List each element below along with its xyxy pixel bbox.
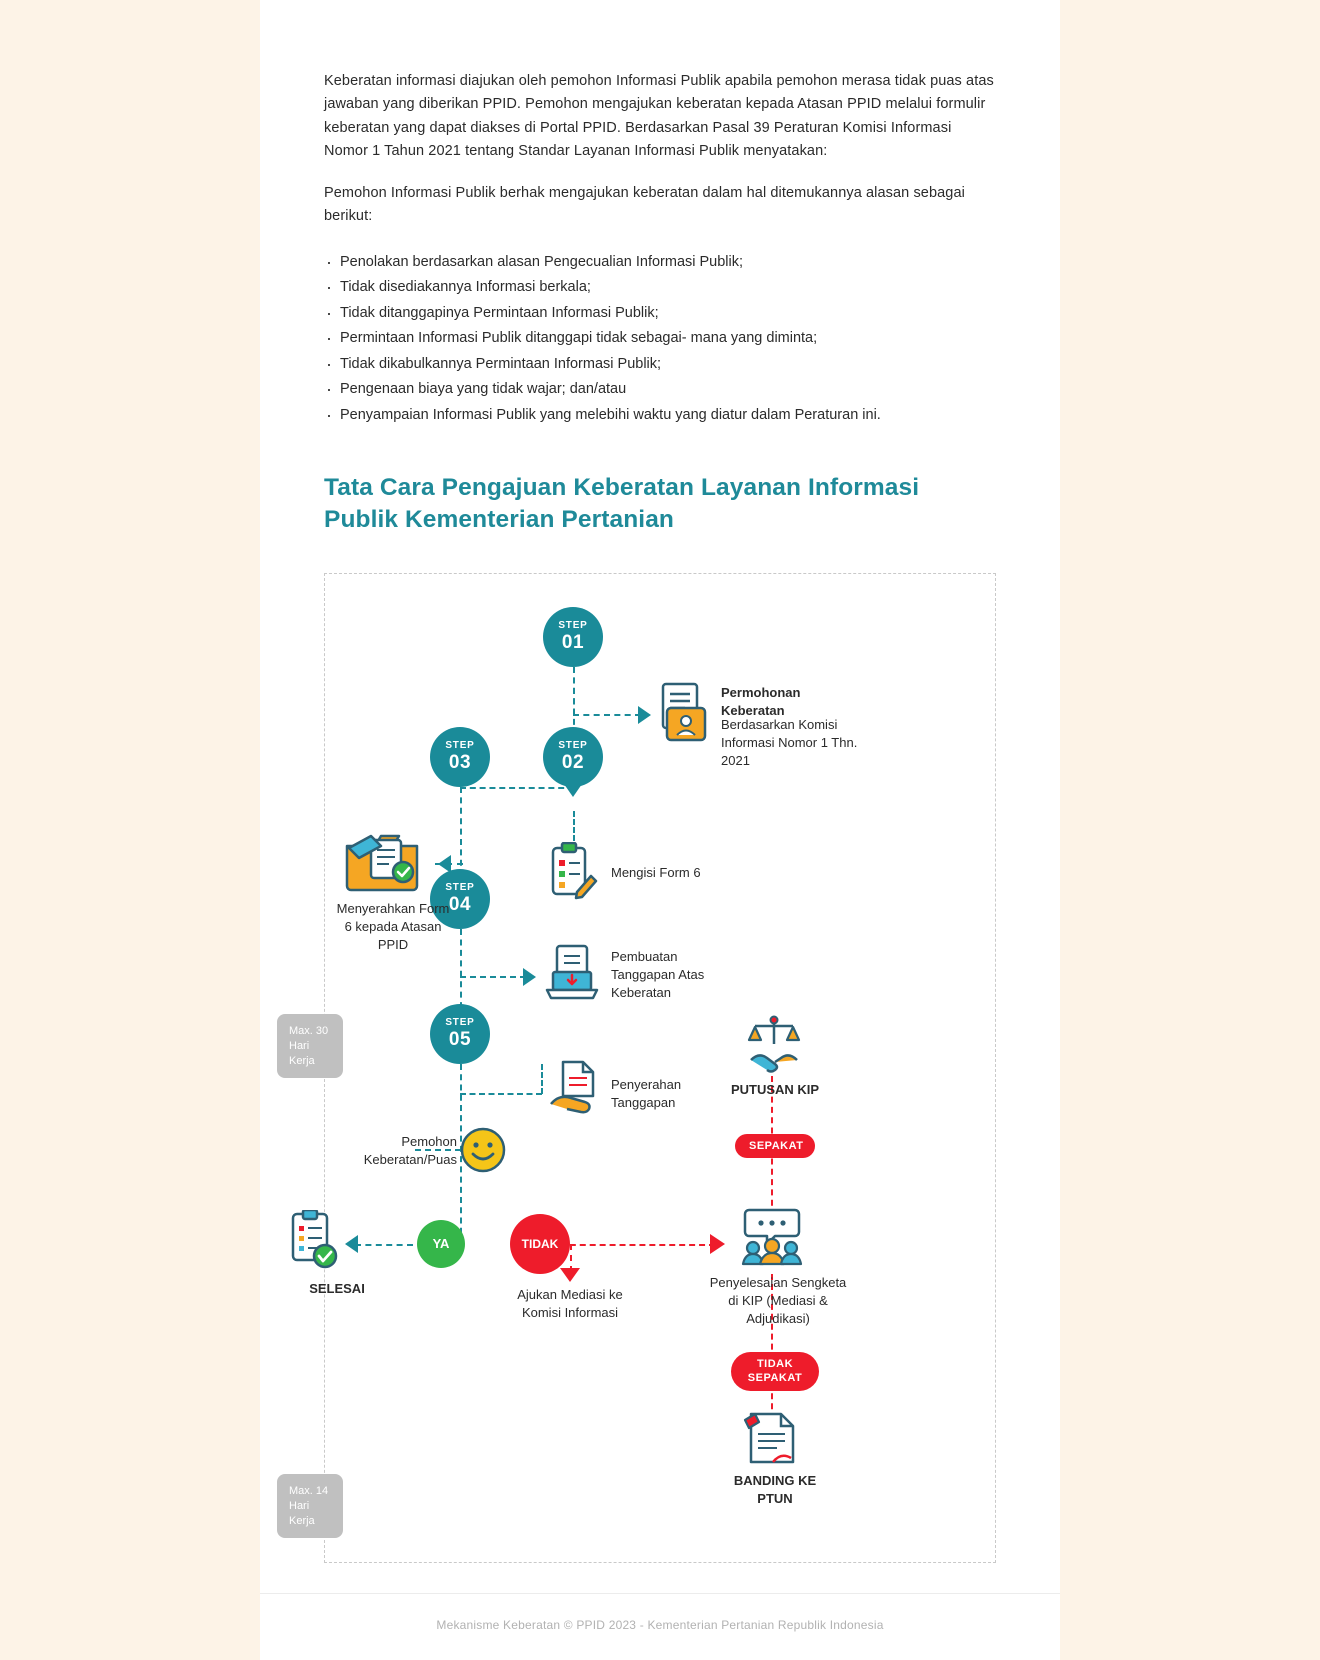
arrow-step1-to-icon xyxy=(638,706,651,724)
clipboard-form-icon xyxy=(547,842,599,909)
selesai-label: SELESAI xyxy=(309,1280,365,1296)
smiley-icon xyxy=(459,1126,507,1179)
step1-description: Berdasarkan Komisi Informasi Nomor 1 Thn. 2021 xyxy=(721,716,858,769)
step-badge-02[interactable] xyxy=(543,727,603,787)
arrow-tidak-sengketa xyxy=(710,1234,725,1254)
list-item: · Penolakan berdasarkan alasan Pengecualian Informasi Publik; xyxy=(324,251,996,273)
laptop-response-icon xyxy=(545,944,605,1007)
connector-step2-down xyxy=(573,811,575,841)
step-number: 05 xyxy=(448,1029,472,1051)
intro-paragraph-2: Pemohon Informasi Publik berhak mengajukan keberatan dalam hal ditemukannya alasan sebagai berikut: xyxy=(324,184,965,225)
step-word: STEP xyxy=(445,740,475,752)
mediasi-label: Ajukan Mediasi ke Komisi Informasi xyxy=(517,1286,623,1321)
step4-label: Pembuatan Tanggapan Atas Keberatan xyxy=(611,948,705,1001)
step-word: STEP xyxy=(558,620,588,632)
intro-paragraph-1: Keberatan informasi diajukan oleh pemohon Informasi Publik apabila pemohon merasa tidak puas atas jawaban yang diberikan PPID. Pemohon mengajukan keberatan kepada Atasan PPID melalui formulir keberatan yang dapat diakses di Portal PPID. Berdasarkan Pasal 39 Peraturan Komisi Informasi Nomor 1 Tahun 2021 tentang Standar Layanan Informasi Publik menyatakan: xyxy=(324,73,994,160)
step-number: 03 xyxy=(448,752,472,774)
pemohon-label: Pemohon Keberatan/Puas xyxy=(363,1133,457,1168)
sepakat-badge[interactable]: SEPAKAT xyxy=(735,1134,815,1158)
step-number: 02 xyxy=(561,752,585,774)
connector-penyerahan-up xyxy=(541,1064,543,1094)
step-badge-01[interactable] xyxy=(543,607,603,667)
decision-ya-badge[interactable]: YA xyxy=(417,1220,465,1268)
reasons-list xyxy=(324,251,996,426)
list-item: · Tidak disediakannya Informasi berkala; xyxy=(324,276,996,298)
step-number: 01 xyxy=(561,632,585,654)
step1-title: Permohonan Keberatan xyxy=(721,684,801,719)
page-title: Tata Cara Pengajuan Keberatan Layanan Informasi Publik Kementerian Pertanian xyxy=(324,474,920,533)
arrow-ya-selesai xyxy=(345,1235,358,1253)
document-stack-icon xyxy=(655,682,711,749)
flow-diagram xyxy=(289,573,996,1563)
tidak-sepakat-badge[interactable]: TIDAK SEPAKAT xyxy=(731,1352,819,1392)
legal-document-icon xyxy=(743,1408,801,1473)
list-item: · Pengenaan biaya yang tidak wajar; dan/atau xyxy=(324,378,996,400)
connector-step1-right xyxy=(573,714,641,716)
step-word: STEP xyxy=(445,1017,475,1029)
step-badge-03[interactable] xyxy=(430,727,490,787)
list-item: · Tidak dikabulkannya Permintaan Informasi Publik; xyxy=(324,353,996,375)
hand-document-icon xyxy=(547,1060,609,1121)
meeting-group-icon xyxy=(739,1208,805,1271)
step-word: STEP xyxy=(558,740,588,752)
justice-scale-handshake-icon xyxy=(743,1014,805,1081)
connector-step4-right xyxy=(460,976,526,978)
step5-label: Penyerahan Tanggapan xyxy=(611,1076,682,1111)
step-word: STEP xyxy=(445,882,475,894)
arrow-mediasi-down xyxy=(560,1268,580,1282)
list-item: · Permintaan Informasi Publik ditanggapi tidak sebagai- mana yang diminta; xyxy=(324,327,996,349)
document-content xyxy=(260,0,1060,1563)
folder-document-icon xyxy=(343,826,425,897)
list-item: · Penyampaian Informasi Publik yang melebihi waktu yang diatur dalam Peraturan ini. xyxy=(324,404,996,426)
step2-label: Mengisi Form 6 xyxy=(611,864,701,880)
list-item: · Tidak ditanggapinya Permintaan Informasi Publik; xyxy=(324,302,996,324)
time-box-14-hari: Max. 14 Hari Kerja xyxy=(277,1474,343,1539)
banding-label: BANDING KE PTUN xyxy=(733,1472,817,1507)
decision-tidak-badge[interactable]: TIDAK xyxy=(510,1214,570,1274)
connector-step3-left xyxy=(435,863,463,865)
page-footer xyxy=(260,1593,1060,1660)
time-box-30-hari: Max. 30 Hari Kerja xyxy=(277,1014,343,1079)
checklist-done-icon xyxy=(283,1210,343,1277)
step-badge-05[interactable] xyxy=(430,1004,490,1064)
sengketa-label: Penyelesaian Sengketa di KIP (Mediasi & Adjudikasi) xyxy=(709,1274,847,1327)
connector-ya-left xyxy=(355,1244,413,1246)
arrow-step4-right xyxy=(523,968,536,986)
connector-step5-right xyxy=(460,1093,542,1095)
connector-step2-step3 xyxy=(460,787,574,789)
putusan-kip-label: PUTUSAN KIP xyxy=(730,1081,820,1097)
footer-text: Mekanisme Keberatan © PPID 2023 - Kementerian Pertanian Republik Indonesia xyxy=(436,1618,884,1632)
step-number: 04 xyxy=(448,894,472,916)
document-page xyxy=(260,0,1060,1660)
step3-label: Menyerahkan Form 6 kepada Atasan PPID xyxy=(336,900,450,953)
